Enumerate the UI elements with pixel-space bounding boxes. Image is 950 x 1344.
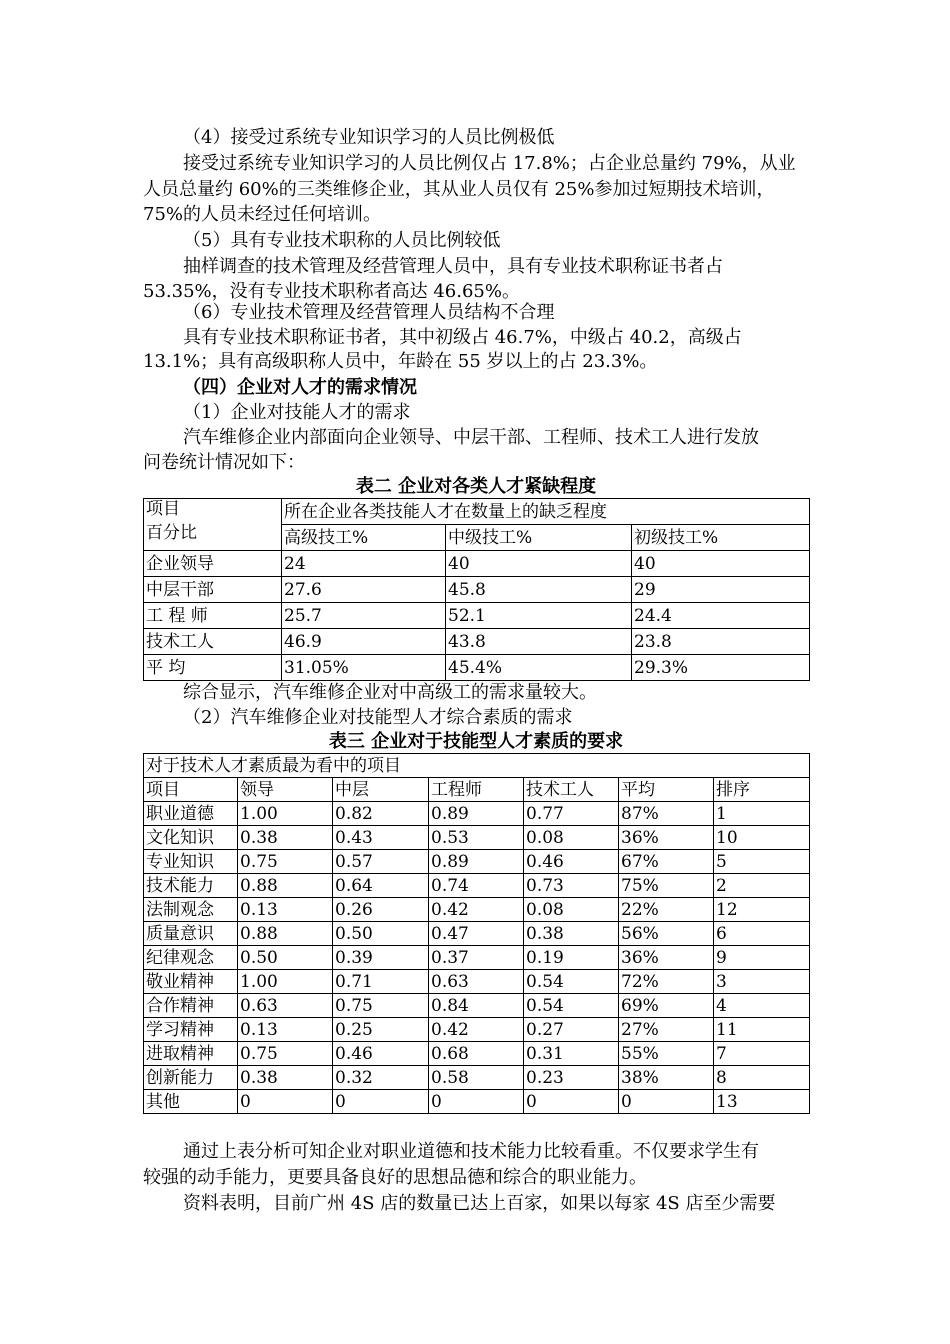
table3-cell: 0.50 xyxy=(238,946,333,970)
table3-cell: 0.54 xyxy=(524,970,619,994)
table3-cell: 6 xyxy=(714,922,810,946)
table2-col-header: 高级技工% xyxy=(282,525,446,551)
table3-col-header: 领导 xyxy=(238,778,333,802)
table2-cell: 29.3% xyxy=(632,655,810,681)
table2-cell: 24.4 xyxy=(632,603,810,629)
table3-cell: 0.32 xyxy=(333,1066,429,1090)
table2-corner-top: 项目 xyxy=(146,499,180,519)
table3-row xyxy=(144,1042,810,1066)
table3-cell: 55% xyxy=(619,1042,714,1066)
table3-row xyxy=(144,946,810,970)
table3-cell: 10 xyxy=(714,826,810,850)
table3-row-label: 合作精神 xyxy=(144,994,238,1018)
table3-cell: 0.82 xyxy=(333,802,429,826)
table2-row xyxy=(144,551,810,577)
table3-row-label: 文化知识 xyxy=(144,826,238,850)
table3-row xyxy=(144,922,810,946)
table2-row xyxy=(144,655,810,681)
table2-caption: 表二 企业对各类人才紧缺程度 xyxy=(355,476,597,497)
table3-cell: 0.08 xyxy=(524,826,619,850)
s4-2-heading: （2）汽车维修企业对技能型人才综合素质的需求 xyxy=(183,707,573,728)
table3-cell: 27% xyxy=(619,1018,714,1042)
p6-line2: 13.1%；具有高级职称人员中，年龄在 55 岁以上的占 23.3%。 xyxy=(143,351,658,372)
table3-col-header: 平均 xyxy=(619,778,714,802)
table2-corner-cell xyxy=(144,499,282,551)
table3-cell: 13 xyxy=(714,1090,810,1114)
table3-cell: 0 xyxy=(238,1090,333,1114)
table3-row xyxy=(144,970,810,994)
table3-cell: 0.71 xyxy=(333,970,429,994)
p6-line1: 具有专业技术职称证书者，其中初级占 46.7%，中级占 40.2，高级占 xyxy=(183,327,742,348)
table3-cell: 0.63 xyxy=(238,994,333,1018)
table3-cell: 67% xyxy=(619,850,714,874)
table3-cell: 0.57 xyxy=(333,850,429,874)
p5-heading: （5）具有专业技术职称的人员比例较低 xyxy=(183,230,501,251)
table2-col-header: 中级技工% xyxy=(446,525,632,551)
table3-cell: 0.53 xyxy=(429,826,524,850)
table2-row-label: 企业领导 xyxy=(144,551,282,577)
table3-cell: 1 xyxy=(714,802,810,826)
table3-row-label: 创新能力 xyxy=(144,1066,238,1090)
table3-cell: 1.00 xyxy=(238,970,333,994)
table3-cell: 0.42 xyxy=(429,1018,524,1042)
table3-cell: 0.23 xyxy=(524,1066,619,1090)
conclusion-line2: 较强的动手能力，更要具备良好的思想品德和综合的职业能力。 xyxy=(143,1167,647,1188)
table3-row-label: 其他 xyxy=(144,1090,238,1114)
table3-cell: 0.63 xyxy=(429,970,524,994)
table3-cell: 0.39 xyxy=(333,946,429,970)
table2-row xyxy=(144,577,810,603)
table3-cell: 5 xyxy=(714,850,810,874)
table3-cell: 8 xyxy=(714,1066,810,1090)
table3-cell: 0.37 xyxy=(429,946,524,970)
table2-cell: 24 xyxy=(282,551,446,577)
table2-cell: 40 xyxy=(632,551,810,577)
table3-cell: 36% xyxy=(619,946,714,970)
table3-cell: 75% xyxy=(619,874,714,898)
table3-col-header: 中层 xyxy=(333,778,429,802)
table2-cell: 25.7 xyxy=(282,603,446,629)
table3-cell: 0.73 xyxy=(524,874,619,898)
table2-cell: 46.9 xyxy=(282,629,446,655)
table3-cell: 38% xyxy=(619,1066,714,1090)
last-line: 资料表明，目前广州 4S 店的数量已达上百家，如果以每家 4S 店至少需要 xyxy=(183,1193,776,1214)
table3-row xyxy=(144,850,810,874)
table2-row-label: 平 均 xyxy=(144,655,282,681)
table3-cell: 0.46 xyxy=(524,850,619,874)
table3-cell: 0.50 xyxy=(333,922,429,946)
table3-cell: 36% xyxy=(619,826,714,850)
table3-cell: 0 xyxy=(524,1090,619,1114)
s4-1-heading: （1）企业对技能人才的需求 xyxy=(183,402,411,423)
table2 xyxy=(143,498,810,681)
table2-cell: 45.4% xyxy=(446,655,632,681)
table3-cell: 0 xyxy=(429,1090,524,1114)
table3-cell: 0.13 xyxy=(238,1018,333,1042)
table3 xyxy=(143,753,810,1114)
table3-row-label: 技术能力 xyxy=(144,874,238,898)
table3-cell: 0.13 xyxy=(238,898,333,922)
after-table2-text: 综合显示，汽车维修企业对中高级工的需求量较大。 xyxy=(183,682,597,703)
table2-corner-bottom: 百分比 xyxy=(146,523,197,543)
table3-cell: 0.47 xyxy=(429,922,524,946)
table3-cell: 0.31 xyxy=(524,1042,619,1066)
table2-header-row xyxy=(144,499,810,525)
table2-row-label: 工 程 师 xyxy=(144,603,282,629)
table3-row xyxy=(144,802,810,826)
section4-heading: （四）企业对人才的需求情况 xyxy=(183,377,417,398)
table2-cell: 23.8 xyxy=(632,629,810,655)
table2-cell: 27.6 xyxy=(282,577,446,603)
table3-cell: 0.38 xyxy=(524,922,619,946)
table3-cell: 0.46 xyxy=(333,1042,429,1066)
table3-cell: 4 xyxy=(714,994,810,1018)
table3-col-header: 技术工人 xyxy=(524,778,619,802)
p5-line2: 53.35%，没有专业技术职称者高达 46.65%。 xyxy=(143,281,520,302)
table3-header-row xyxy=(144,778,810,802)
table2-row xyxy=(144,629,810,655)
table3-row xyxy=(144,898,810,922)
table3-cell: 0 xyxy=(619,1090,714,1114)
table3-cell: 69% xyxy=(619,994,714,1018)
table3-cell: 0.42 xyxy=(429,898,524,922)
table3-cell: 7 xyxy=(714,1042,810,1066)
table3-row-label: 专业知识 xyxy=(144,850,238,874)
table3-cell: 0.75 xyxy=(238,1042,333,1066)
table3-cell: 0.75 xyxy=(333,994,429,1018)
table2-row-label: 技术工人 xyxy=(144,629,282,655)
table2-cell: 29 xyxy=(632,577,810,603)
table3-row-label: 质量意识 xyxy=(144,922,238,946)
table3-cell: 1.00 xyxy=(238,802,333,826)
table2-cell: 43.8 xyxy=(446,629,632,655)
table2-cell: 40 xyxy=(446,551,632,577)
table3-caption: 表三 企业对于技能型人才素质的要求 xyxy=(328,731,624,752)
table3-row xyxy=(144,1090,810,1114)
p5-line1: 抽样调查的技术管理及经营管理人员中，具有专业技术职称证书者占 xyxy=(183,256,723,277)
table3-cell: 0.38 xyxy=(238,826,333,850)
table3-cell: 0.27 xyxy=(524,1018,619,1042)
table3-cell: 9 xyxy=(714,946,810,970)
table3-title-row xyxy=(144,754,810,778)
table3-cell: 0.84 xyxy=(429,994,524,1018)
table3-cell: 0.19 xyxy=(524,946,619,970)
table3-col-header: 排序 xyxy=(714,778,810,802)
table3-cell: 0.89 xyxy=(429,850,524,874)
table3-cell: 0.77 xyxy=(524,802,619,826)
table3-cell: 0 xyxy=(333,1090,429,1114)
table3-cell: 0.58 xyxy=(429,1066,524,1090)
table3-cell: 0.54 xyxy=(524,994,619,1018)
table2-row-label: 中层干部 xyxy=(144,577,282,603)
table3-cell: 56% xyxy=(619,922,714,946)
table2-col-header: 初级技工% xyxy=(632,525,810,551)
table3-row-label: 进取精神 xyxy=(144,1042,238,1066)
table3-title: 对于技术人才素质最为看中的项目 xyxy=(144,754,810,778)
table3-row xyxy=(144,994,810,1018)
p4-heading: （4）接受过系统专业知识学习的人员比例极低 xyxy=(183,127,555,148)
s4-1-line2: 问卷统计情况如下： xyxy=(143,452,305,473)
table3-cell: 0.89 xyxy=(429,802,524,826)
conclusion-line1: 通过上表分析可知企业对职业道德和技术能力比较看重。不仅要求学生有 xyxy=(183,1141,759,1162)
table2-group-header: 所在企业各类技能人才在数量上的缺乏程度 xyxy=(282,499,810,525)
table3-row xyxy=(144,826,810,850)
s4-1-line1: 汽车维修企业内部面向企业领导、中层干部、工程师、技术工人进行发放 xyxy=(183,427,759,448)
table2-cell: 31.05% xyxy=(282,655,446,681)
table3-row-label: 职业道德 xyxy=(144,802,238,826)
table3-cell: 2 xyxy=(714,874,810,898)
table2-cell: 45.8 xyxy=(446,577,632,603)
table3-cell: 11 xyxy=(714,1018,810,1042)
table3-cell: 0.38 xyxy=(238,1066,333,1090)
table3-cell: 3 xyxy=(714,970,810,994)
table3-row-label: 法制观念 xyxy=(144,898,238,922)
table3-cell: 0.25 xyxy=(333,1018,429,1042)
table3-cell: 0.88 xyxy=(238,874,333,898)
table3-cell: 0.64 xyxy=(333,874,429,898)
p4-line3: 75%的人员未经过任何培训。 xyxy=(143,204,382,225)
p4-line2: 人员总量约 60%的三类维修企业，其从业人员仅有 25%参加过短期技术培训， xyxy=(143,179,775,200)
table3-cell: 0.26 xyxy=(333,898,429,922)
table3-cell: 0.74 xyxy=(429,874,524,898)
table3-row-label: 纪律观念 xyxy=(144,946,238,970)
table3-cell: 22% xyxy=(619,898,714,922)
p6-heading: （6）专业技术管理及经营管理人员结构不合理 xyxy=(183,302,555,323)
table3-row xyxy=(144,1066,810,1090)
table3-cell: 12 xyxy=(714,898,810,922)
table3-cell: 0.88 xyxy=(238,922,333,946)
table3-cell: 72% xyxy=(619,970,714,994)
table3-cell: 0.43 xyxy=(333,826,429,850)
table3-row xyxy=(144,1018,810,1042)
table2-row xyxy=(144,603,810,629)
table3-cell: 0.75 xyxy=(238,850,333,874)
table3-cell: 87% xyxy=(619,802,714,826)
table3-cell: 0.68 xyxy=(429,1042,524,1066)
table3-row-label: 敬业精神 xyxy=(144,970,238,994)
table3-row xyxy=(144,874,810,898)
table3-row-label: 学习精神 xyxy=(144,1018,238,1042)
table2-cell: 52.1 xyxy=(446,603,632,629)
table3-cell: 0.08 xyxy=(524,898,619,922)
table3-col-header: 项目 xyxy=(144,778,238,802)
p4-line1: 接受过系统专业知识学习的人员比例仅占 17.8%；占企业总量约 79%，从业 xyxy=(183,153,796,174)
table3-col-header: 工程师 xyxy=(429,778,524,802)
